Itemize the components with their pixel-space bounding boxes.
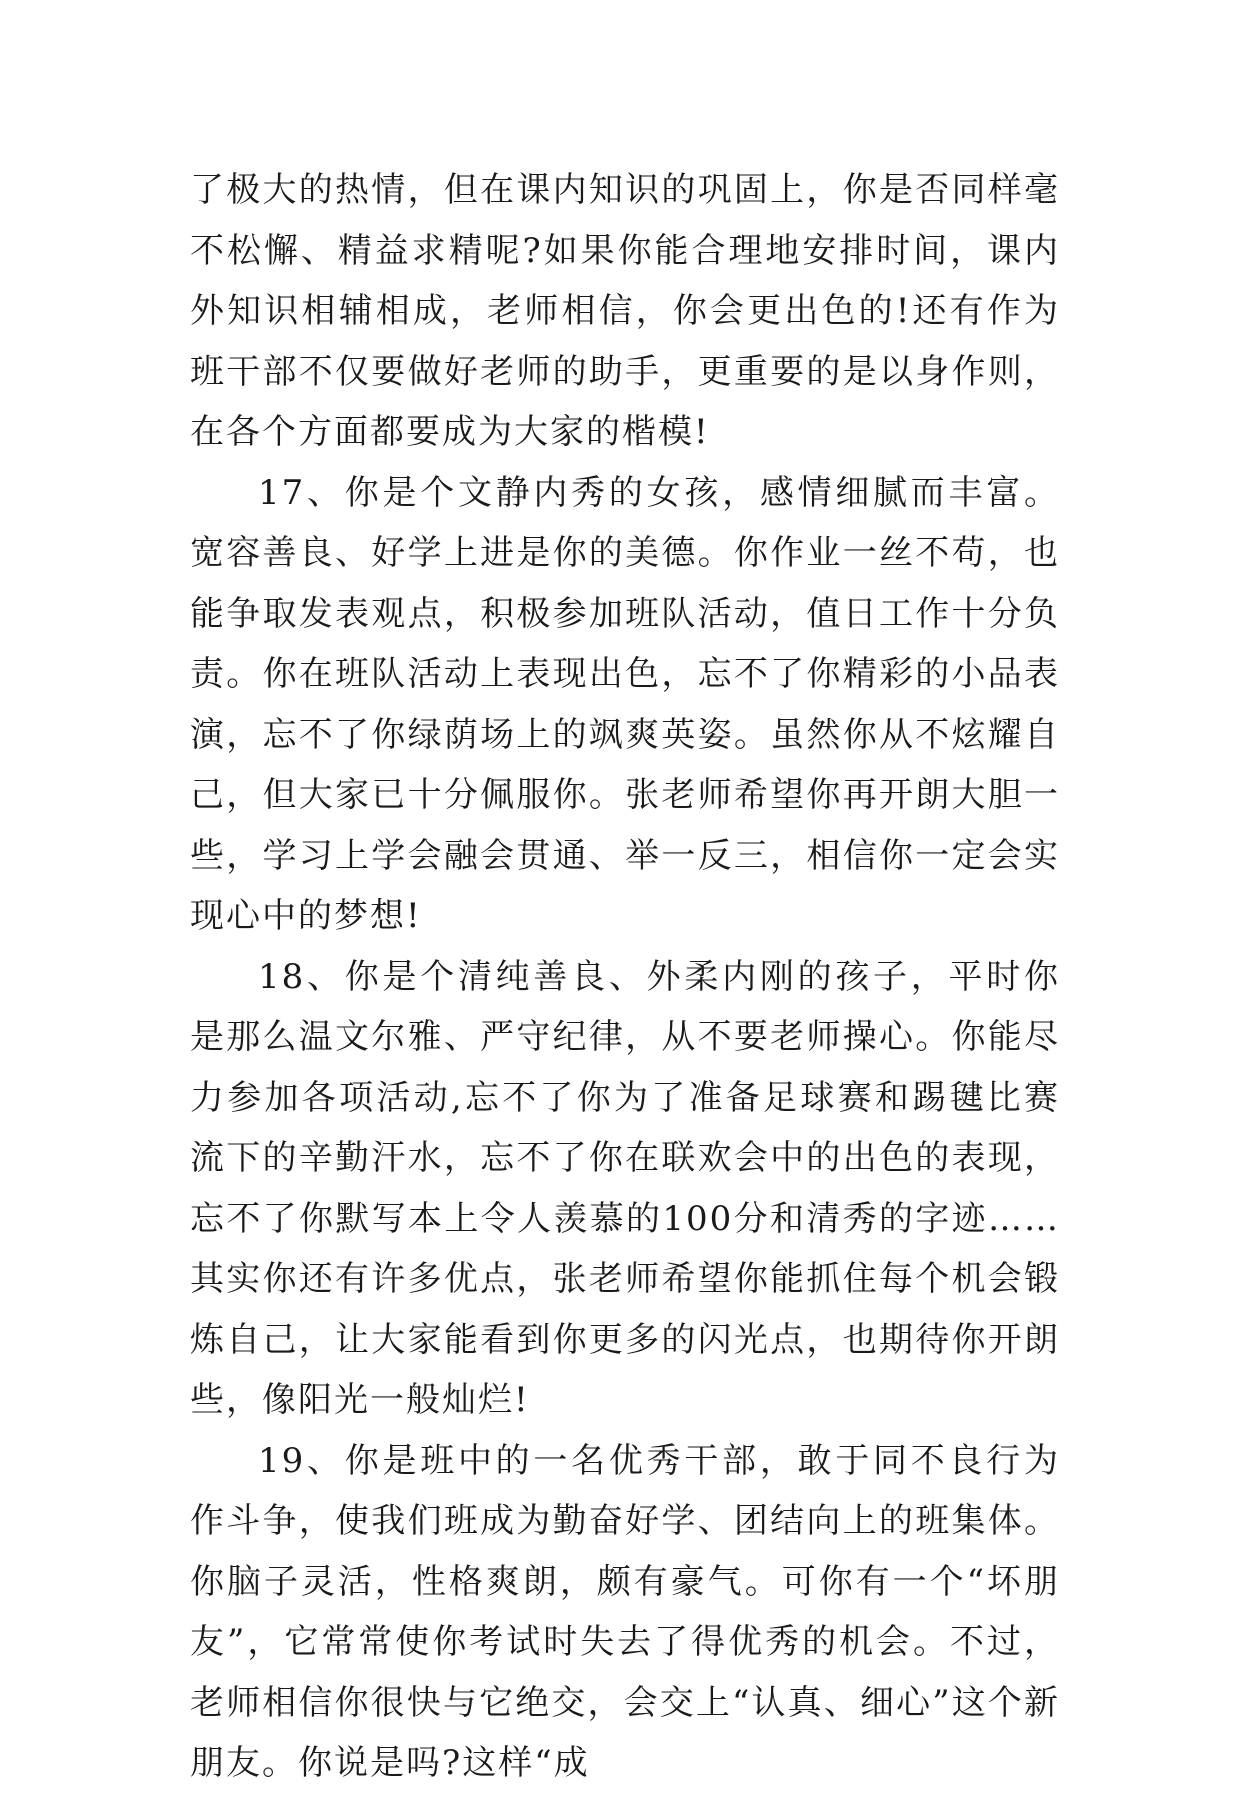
paragraph-17: 17、你是个文静内秀的女孩，感情细腻而丰富。宽容善良、好学上进是你的美德。你作业一丝不苟，也能争取发表观点，积极参加班队活动，值日工作十分负责。你在班队活动上表现出色，忘不了你精彩的小品表演，忘不了你绿荫场上的飒爽英姿。虽然你从不炫耀自己，但大家已十分佩服你。张老师希望你再开朗大胆一些，学习上学会融会贯通、举一反三，相信你一定会实现心中的梦想! xyxy=(190,472,1060,936)
document-body xyxy=(190,160,1060,1794)
paragraph-continuation: 了极大的热情，但在课内知识的巩固上，你是否同样毫不松懈、精益求精呢?如果你能合理地安排时间，课内外知识相辅相成，老师相信，你会更出色的!还有作为班干部不仅要做好老师的助手，更重要的是以身作则，在各个方面都要成为大家的楷模! xyxy=(190,170,1060,452)
paragraph-19: 19、你是班中的一名优秀干部，敢于同不良行为作斗争，使我们班成为勤奋好学、团结向上的班集体。你脑子灵活，性格爽朗，颇有豪气。可你有一个“坏朋友”，它常常使你考试时失去了得优秀的机会。不过，老师相信你很快与它绝交，会交上“认真、细心”这个新朋友。你说是吗?这样“成 xyxy=(190,1440,1060,1783)
paragraph-18: 18、你是个清纯善良、外柔内刚的孩子，平时你是那么温文尔雅、严守纪律，从不要老师操心。你能尽力参加各项活动,忘不了你为了准备足球赛和踢毽比赛流下的辛勤汗水，忘不了你在联欢会中的出色的表现，忘不了你默写本上令人羡慕的100分和清秀的字迹……其实你还有许多优点，张老师希望你能抓住每个机会锻炼自己，让大家能看到你更多的闪光点，也期待你开朗些，像阳光一般灿烂! xyxy=(190,956,1060,1420)
